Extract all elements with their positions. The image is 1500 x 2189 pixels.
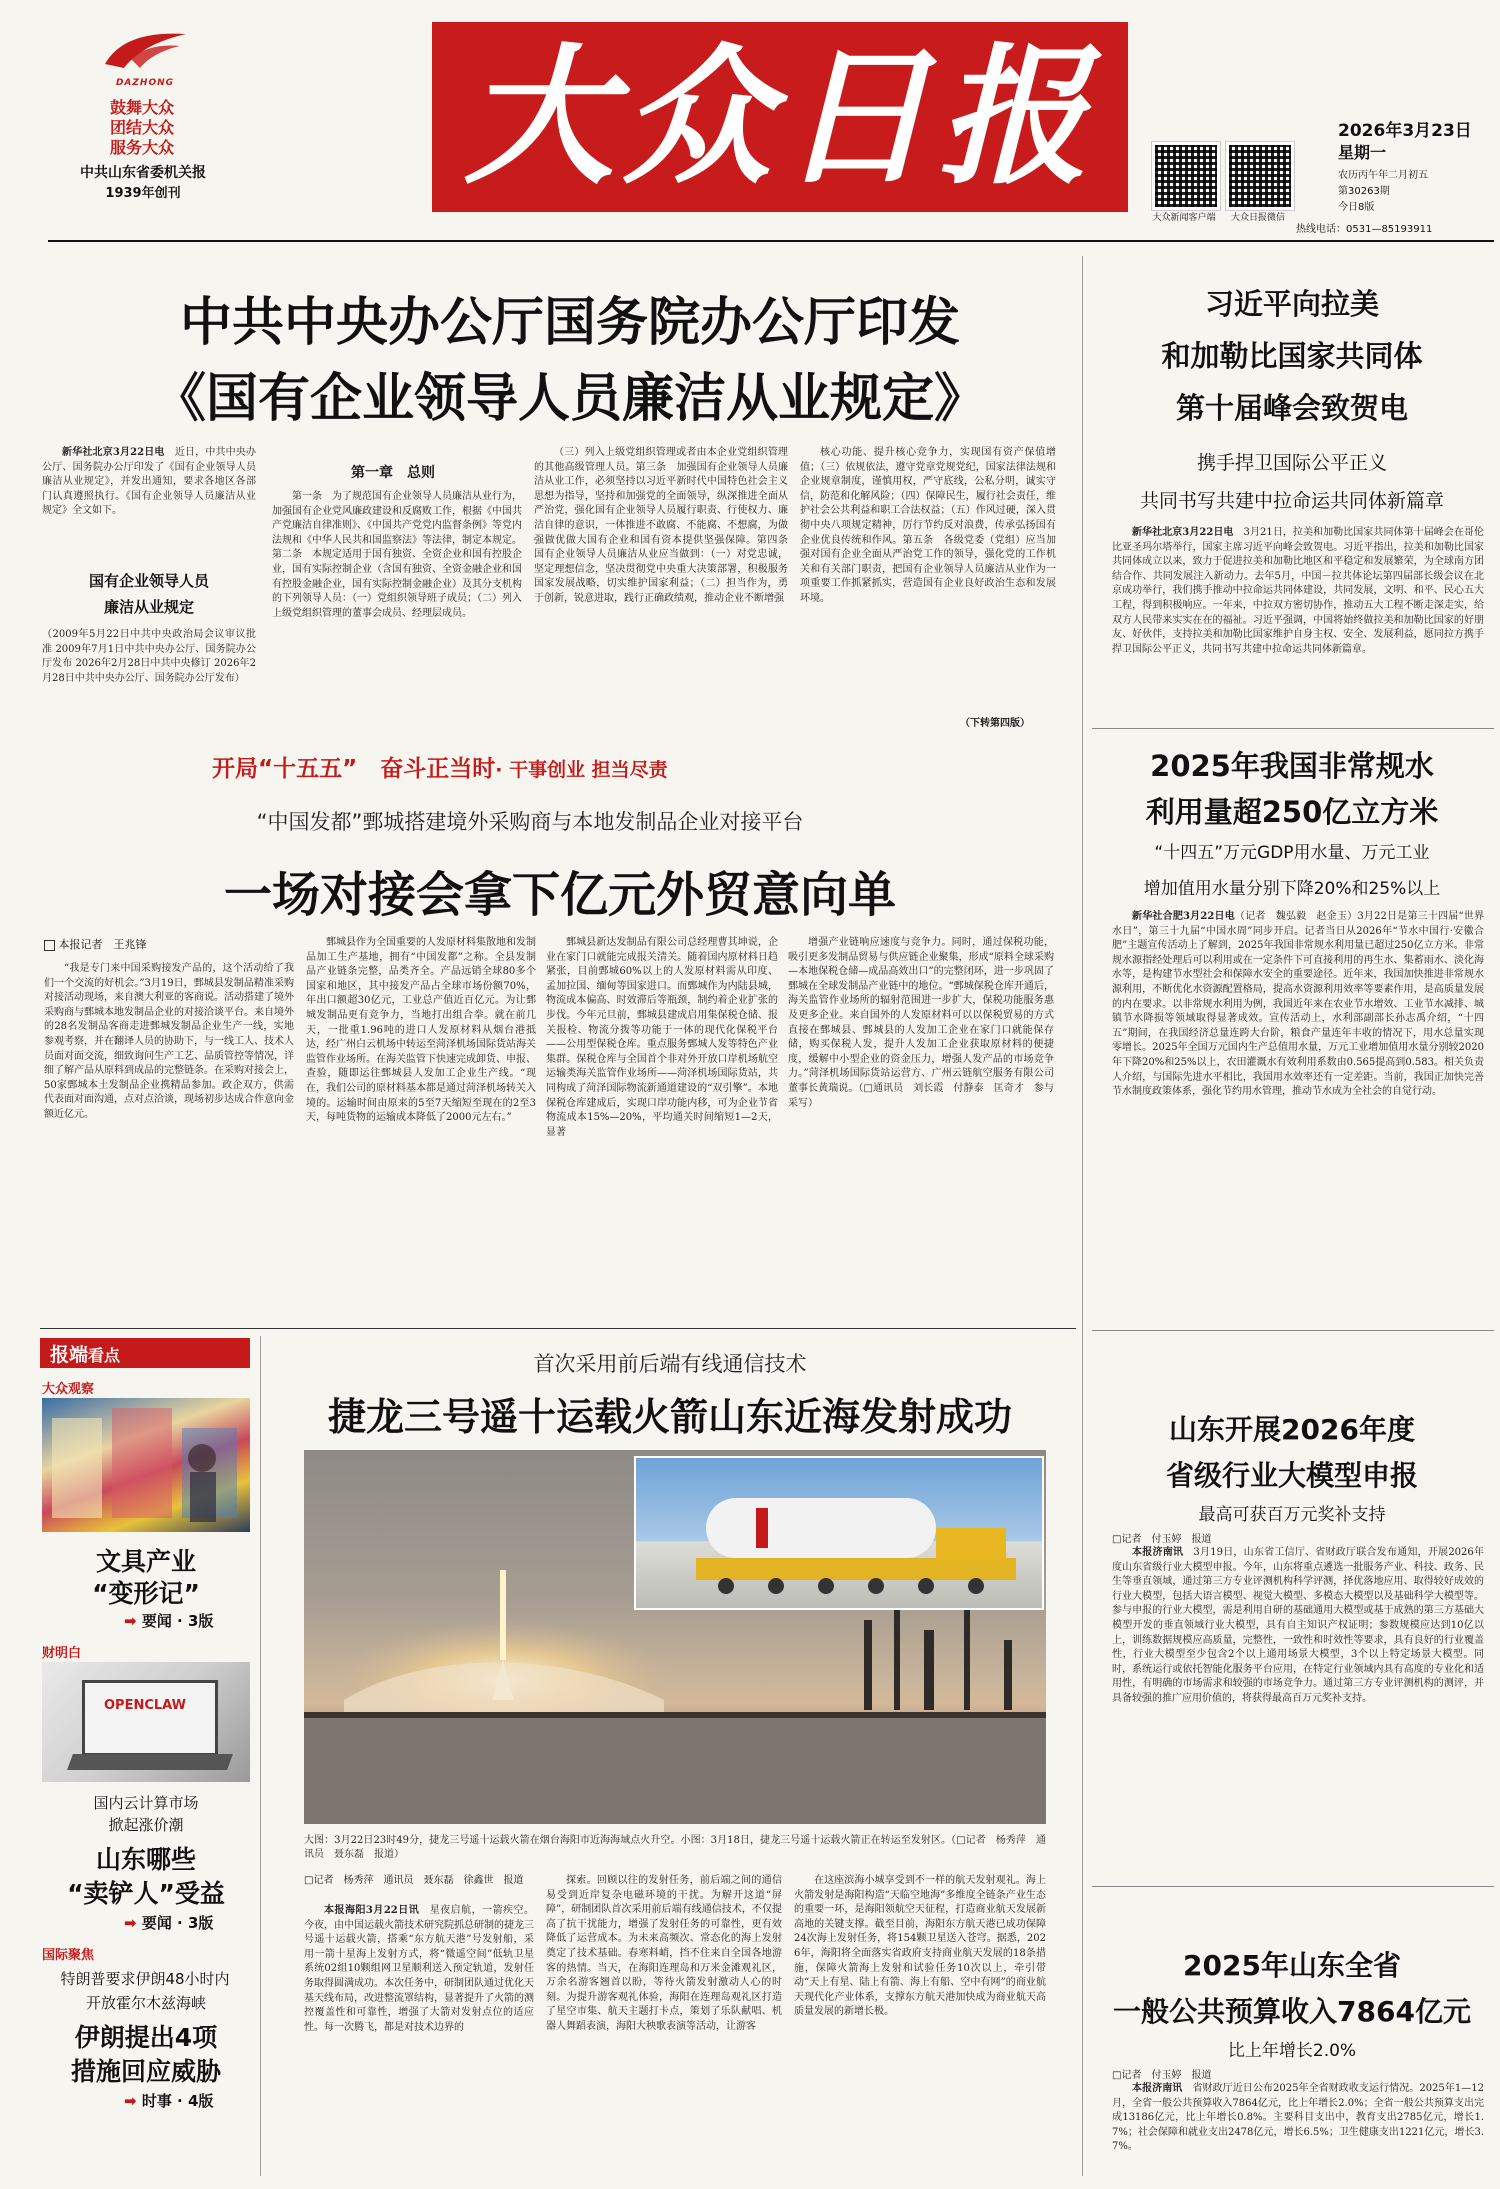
lead-col-3: （三）列入上级党组织管理或者由本企业党组织管理的其他高级管理人员。第三条 加强国有企业领导人员廉洁从业工作，必须坚持以习近平新时代中国特色社会主义思想为指导，坚持和加强党的全面领导，纵深推进全面从严治党，强化国有企业领导人员履行职责、行使权力、廉洁自律的意识，一体推进不敢腐、不能腐、不想腐，为做强做优做大国有企业和国有资本提供坚强保障。第四条 国有企业领导人员廉洁从业应当做到：（一）对党忠诚，坚定理想信念，坚决贯彻党中央重大决策部署，积极服务国家发展战略，切实维护国家利益；（二）担当作为，勇于创新，锐意进取，践行正确政绩观，推动企业不断增强	[534, 447, 798, 604]
rocket-dateline: 本报海阳3月22日讯	[324, 1905, 420, 1916]
ai-subtitle: 最高可获百万元奖补支持	[1198, 1505, 1386, 1525]
right-column-divider	[1082, 256, 1083, 2176]
side-sub-2b: 掀起涨价潮	[108, 1816, 184, 1834]
side-title-2a: 山东哪些	[95, 1845, 196, 1874]
lead-sub-note: （2009年5月22日中共中央政治局会议审议批准 2009年7月1日中共中央办公厅、国务院办公厅发布 2026年2月28日中共中央修订 2026年2月28日中共中央办公厅、国务院办公厅发布）	[42, 629, 256, 684]
qr-label-wechat: 大众日报微信	[1230, 213, 1285, 223]
slogan-bar	[212, 750, 912, 783]
side-link-2[interactable]	[124, 1912, 213, 1933]
slogan-1: 鼓舞大众	[110, 98, 175, 117]
side-title-3a: 伊朗提出4项	[74, 2023, 218, 2052]
page-count: 今日8版	[1338, 202, 1375, 213]
arrow-right-icon: ➡	[124, 2092, 137, 2110]
trade-col-1: “我是专门来中国采购接发产品的，这个活动给了我们一个交流的好机会。”3月19日，鄄城县发制品精准采购对接活动现场，来自澳大利亚的客商说。活动搭建了境外采购商与鄄城本地发制品企业的对接洽谈平台。来自境外的28名发制品客商走进鄄城发制品企业生产一线，实地参观考察，并在翻译人员的协助下，与一线工人、技术人员面对面交流，细致询问生产工艺、品质管控等情况，详细了解产品从原料到成品的完整链条。在采购对接会上，50家鄄城本土发制品企业携精品参加。政企双方，供需代表面对面沟通，点对点洽谈，现场初步达成合作意向金额近亿元。	[44, 963, 294, 1120]
water-subtitle-1: “十四五”万元GDP用水量、万元工业	[1154, 843, 1430, 863]
budget-dateline: 本报济南讯	[1132, 2083, 1183, 2094]
side-title-2b: “卖铲人”受益	[67, 1879, 225, 1908]
section-divider	[40, 1328, 1076, 1329]
side-title-3b: 措施回应威胁	[70, 2057, 221, 2086]
xi-body	[1112, 526, 1484, 718]
sidebar-divider	[260, 1336, 261, 2176]
rocket-kicker: 首次采用前后端有线通信技术	[533, 1352, 807, 1376]
slogan-3: 服务大众	[110, 138, 175, 157]
side-brand-text	[50, 1340, 120, 1367]
side-sub-3a: 特朗普要求伊朗48小时内	[60, 1970, 230, 1988]
laptop-photo[interactable]	[42, 1662, 250, 1782]
rocket-title: 捷龙三号遥十运载火箭山东近海发射成功	[327, 1395, 1012, 1439]
ai-title-2: 省级行业大模型申报	[1165, 1459, 1418, 1492]
trade-kicker: “中国发都”鄄城搭建境外采购商与本地发制品企业对接平台	[256, 810, 804, 834]
ai-dateline: 本报济南讯	[1132, 1547, 1184, 1558]
side-sub-2a: 国内云计算市场	[93, 1794, 199, 1812]
hotline: 热线电话：0531—85193911	[1296, 224, 1433, 235]
paper-title: 大众日报	[463, 29, 1096, 205]
lead-sub-title-1: 国有企业领导人员	[88, 572, 209, 590]
budget-byline: □记者 付玉婷 报道	[1112, 2070, 1212, 2081]
budget-body	[1112, 2082, 1484, 2178]
budget-title-1: 2025年山东全省	[1183, 1949, 1401, 1982]
xi-title-3: 第十届峰会致贺电	[1175, 391, 1408, 425]
side-link-1-text: 要闻 · 3版	[141, 1612, 214, 1630]
xi-subtitle-2: 共同书写共建中拉命运共同体新篇章	[1139, 490, 1444, 512]
water-title-2: 利用量超250亿立方米	[1145, 795, 1439, 829]
rocket-col-3: 在这座滨海小城享受到不一样的航天发射观礼。海上火箭发射是海阳构造“天临空地海”多维度全链条产业生态的重要一环，是海阳领航空天征程，打造商业航天发展新高地的关键支撑。截至目前，海阳东方航天港已成功保障24次海上发射任务，将154颗卫星送入苍穹。据悉，2026年，海阳将全面落实省政府支持商业航天发展的18条措施，保障火箭海上发射和试验任务10次以上，牵引带动“天上有星、陆上有箭、海上有船、空中有网”的商业航天现代化产业体系，支撑东方航天港加快成为商业航天高质量发展的新增长极。	[794, 1875, 1046, 2018]
ai-body	[1112, 1546, 1484, 1876]
trade-col-4: 增强产业链响应速度与竞争力。同时，通过保税功能，吸引更多发制品贸易与供应链企业聚集，形成“原料全球采购—本地保税仓储—成品高效出口”的完整闭环，进一步巩固了鄄城在全球发制品产业链中的地位。“鄄城保税仓库开通后，海关监管作业场所的辐射范围进一步扩大，保税功能服务惠及更多企业。来自国外的人发原材料可以以保税贸易的方式直接在鄄城县、鄄城县的人发加工企业在家门口就能保存储，购买保税人发，提升人发加工企业获取原材料的便捷度，缓解中小型企业的资金压力，增强人发产品的市场竞争力。”菏泽机场国际货站运营方、广州云链航空服务有限公司董事长黄瑞说。（□通讯员 刘长霞 付静泰 匡奇才 参与采写）	[788, 937, 1054, 1109]
lead-intro-head: 新华社北京3月22日电	[62, 447, 165, 458]
water-body-text: （记者 魏弘毅 赵金玉）3月22日是第三十四届“世界水日”，第三十九届“中国水周”同步开启。记者当日从2026年“节水中国行·安徽合肥”主题宣传活动上了解到，2025年我国非常规水利用量已超过250亿立方米。非常规水源指经处理后可以利用或在一定条件下可直接利用的再生水、集蓄雨水、淡化海水等，是构建节水型社会和保障水安全的重要途径。近年来，我国加快推进非常规水源利用，不断优化水资源配置格局，提高水资源利用效率等要素作用，是高质量发展的内在要求。以非常规水利用为例，我国近年来在农业节水增效、工业节水减排、城镇节水降损等领域取得显著成效。宣传活动上，水利部副部长孙志禹介绍，“十四五”期间，在我国经济总量连跨大台阶，粮食产量连年丰收的情况下，用水总量实现零增长。2025年全国万元国内生产总值用水量，万元工业增加值用水量分别较2020年下降20%和25%以上，农田灌溉水有效利用系数由0.565提高到0.583。相关负责人介绍，与国际先进水平相比，我国用水效率还有一定差距。当前，我国正加快完善节水制度政策体系，强化节约用水管理，推动节水成为全社会的自觉行动。	[1112, 911, 1485, 1098]
right-divider-1	[1092, 728, 1494, 729]
side-title-1b: “变形记”	[92, 1579, 200, 1608]
laptop-keyboard	[67, 1754, 233, 1770]
xi-dateline: 新华社北京3月22日电	[1132, 527, 1234, 538]
rocket-col-2: 探索。回顾以往的发射任务，前后端之间的通信易受到近岸复杂电磁环境的干扰。为解开这道“屏障”，研制团队首次采用前后端有线通信技术，不仅提高了抗干扰能力，增强了发射任务的可靠性，更有效降低了运营成本。为未来高频次、常态化的海上发射奠定了技术基础。春寒料峭，挡不住来自全国各地游客的热情。当天，在海阳连理岛和万米金滩观礼区，万余名游客翘首以盼，等待火箭发射激动人心的时刻。为提升游客观礼体验，海阳在连理岛观礼区打造了星空市集、航天主题打卡点，策划了乐队献唱、机器人舞蹈表演，海阳大秧歌表演等活动，让游客	[546, 1875, 782, 2032]
side-title-1a: 文具产业	[95, 1547, 196, 1576]
rocket-col-1	[304, 1904, 534, 2144]
side-link-3-text: 时事 · 4版	[141, 2092, 214, 2110]
lead-chapter: 第一章 总则	[351, 465, 435, 481]
right-divider-3	[1092, 1886, 1494, 1887]
lead-intro: 近日，中共中央办公厅、国务院办公厅印发了《国有企业领导人员廉洁从业规定》，并发出通知，要求各地区各部门认真遵照执行。《国有企业领导人员廉洁从业规定》全文如下。	[42, 447, 257, 517]
side-tag-3: 国际聚焦	[42, 1948, 95, 1963]
lead-sub-title-2: 廉洁从业规定	[103, 598, 194, 616]
lead-col-2: 第一条 为了规范国有企业领导人员廉洁从业行为，加强国有企业党风廉政建设和反腐败工作，根据《中国共产党廉洁自律准则》、《中国共产党党内监督条例》等党内法规和《中华人民共和国监察法》等法律，制定本规定。第二条 本规定适用于国有独资、全资企业和国有控股企业，国有实际控制企业（含国有独资、全资金融企业和国有控股金融企业，国有实际控制金融企业）及其分支机构的下列领导人员：（一）党组织领导班子成员；（二）列入上级党组织管理的董事会成员、经理层成员。	[272, 491, 522, 619]
ai-title-1: 山东开展2026年度	[1169, 1413, 1415, 1446]
water-title-1: 2025年我国非常规水	[1150, 749, 1434, 783]
water-body	[1112, 910, 1484, 1320]
side-tag-1: 大众观察	[42, 1382, 95, 1397]
ai-byline: □记者 付玉婷 报道	[1112, 1534, 1212, 1545]
water-subtitle-2: 增加值用水量分别下降20%和25%以上	[1143, 879, 1441, 899]
lead-col-4: 核心功能、提升核心竞争力，实现国有资产保值增值；（三）依规依法，遵守党章党规党纪，国家法律法规和企业规章制度，谨慎用权，严守底线，公私分明，诚实守信，防范和化解风险；（四）保障民生，履行社会责任，维护社会公共利益和职工合法权益；（五）作风过硬，深入贯彻中央八项规定精神，厉行节约反对浪费，传承弘扬国有企业优良传统和作风。第五条 各级党委（党组）应当加强对国有企业全面从严治党工作的领导，强化党的工作机关和有关部门职责，把国有企业领导人员廉洁从业作为一项重要工作抓紧抓实，营造国有企业良好政治生态和发展环境。	[800, 447, 1056, 604]
water-dateline: 新华社合肥3月22日电	[1132, 911, 1235, 922]
organ-label: 中共山东省委机关报	[80, 165, 206, 181]
side-link-1[interactable]	[124, 1610, 213, 1631]
launch-photo[interactable]	[304, 1450, 1046, 1824]
xi-title-2: 和加勒比国家共同体	[1161, 339, 1423, 373]
stationery-photo[interactable]	[42, 1398, 250, 1532]
qr-code-wechat[interactable]	[1226, 142, 1294, 210]
weekday: 星期一	[1338, 143, 1387, 162]
side-link-3[interactable]	[124, 2090, 213, 2111]
arrow-right-icon: ➡	[124, 1612, 137, 1630]
laptop-screen	[82, 1680, 218, 1756]
masthead-rule	[48, 240, 1494, 242]
budget-title-2: 一般公共预算收入7864亿元	[1113, 1995, 1471, 2028]
rocket-caption: 大图：3月22日23时49分，捷龙三号遥十运载火箭在烟台海阳市近海海域点火升空。小图：3月18日，捷龙三号遥十运载火箭正在转运至发射区。（□记者 杨秀萍 通讯员 聂东磊 报道）	[304, 1835, 1046, 1860]
rocket-byline: □记者 杨秀萍 通讯员 聂东磊 徐鑫世 报道	[304, 1875, 524, 1886]
slogan-bar-text-2: · 干事创业 担当尽责	[495, 759, 668, 781]
masthead	[0, 0, 1500, 240]
qr-code-app[interactable]	[1152, 142, 1220, 210]
budget-body-text: 省财政厅近日公布2025年全省财政收支运行情况。2025年1—12月，全省一般公共预算收入7864亿元，比上年增长2.0%；全省一般公共预算支出完成13186亿元，比上年增长0.8%。主要科目支出中，教育支出2785亿元，增长1.7%；社会保障和就业支出2478亿元，增长6.5%；卫生健康支出1221亿元，增长3.7%。	[1112, 2083, 1485, 2153]
lunar-date: 农历丙午年二月初五	[1338, 170, 1428, 181]
rocket-transport-inset[interactable]	[634, 1456, 1044, 1610]
laptop-screen-text: OPENCLAW	[104, 1698, 186, 1713]
lead-title-line2: 《国有企业领导人员廉洁从业规定》	[153, 369, 986, 429]
trade-byline	[44, 936, 284, 952]
founded-label: 1939年创刊	[105, 186, 181, 201]
trade-col-3: 鄄城县新达发制品有限公司总经理曹其坤说，企业在家门口就能完成报关清关。随着国内原材料日趋紧张，目前鄄城60%以上的人发原材料需从印度、孟加拉国、缅甸等国家进口。而鄄城作为内陆县城，物流成本偏高、时效滞后等瓶颈，制约着企业扩张的步伐。今年元旦前，鄄城县建成启用集保税仓储、报关报检、物流分拨等功能于一体的现代化保税平台——公用型保税仓库。重点服务鄄城人发等特色产业集群。保税仓库与全国首个非对外开放口岸机场航空运输类海关监管作业场所——菏泽机场国际货站，共同构成了菏泽国际物流新通道建设的“双引擎”。本地保税仓库建成后，实现口岸功能内移，可为企业节省物流成本15%—20%，平均通关时间缩短1—2天，显著	[546, 937, 778, 1138]
date: 2026年3月23日	[1338, 121, 1472, 141]
xi-title-1: 习近平向拉美	[1204, 287, 1379, 321]
lead-col-1	[42, 446, 256, 546]
arrow-right-icon: ➡	[124, 1914, 137, 1932]
lead-title-line1: 中共中央办公厅国务院办公厅印发	[179, 293, 960, 353]
side-sub-3b: 开放霍尔木兹海峡	[85, 1994, 206, 2012]
qr-label-app: 大众新闻客户端	[1152, 213, 1216, 223]
trade-col-2: 鄄城县作为全国重要的人发原材料集散地和发制品加工生产基地，拥有“中国发都”之称。全县发制品产业链条完整，品类齐全。产品远销全球80多个国家和地区，其中接发产品占全球市场份额70%，年出口额超30亿元，工业总产值近百亿元。为让鄄城发制品更有竞争力，当地打出组合拳。就在前几天，一批重1.96吨的进口人发原材料从烟台港抵达，经广州白云机场中转运至菏泽机场国际货站海关监管作业场所。在海关监管下快速完成卸货、申报、查验，随即运往鄄城县人发加工企业生产线。“现在，我们公司的原材料基本都是通过菏泽机场转关入境的。运输时间由原来的5至7天缩短至现在的2至3天，每吨货物的运输成本降低了2000元左右。”	[306, 937, 536, 1124]
xi-body-text: 3月21日，拉美和加勒比国家共同体第十届峰会在哥伦比亚圣玛尔塔举行，国家主席习近平向峰会致贺电。习近平指出，拉美和加勒比国家共同体成立以来，致力于促进拉美和加勒比地区和平稳定和发展繁荣，为全球南方团结合作、共同发展注入新动力。去年5月，中国－拉共体论坛第四届部长级会议在北京成功举行，我们携手推动中拉命运共同体建设，共同发展，文明、和平、民心五大工程，得到积极响应。一年来，中拉双方密切协作，推动五大工程不断走深走实，给双方人民带来实实在在的福祉。习近平强调，中国将始终做拉美和加勒比国家的好朋友、好伙伴，支持拉美和加勒比国家维护自身主权、安全、发展利益，愿同拉方携手捍卫国际公平正义，共同书写共建中拉命运共同体新篇章。	[1112, 527, 1485, 655]
slogans	[110, 98, 210, 158]
rocket-on-transporter-icon	[636, 1458, 1042, 1608]
side-link-2-text: 要闻 · 3版	[141, 1914, 214, 1932]
logo-text: DAZHONG	[115, 78, 175, 88]
slogan-2: 团结大众	[110, 118, 175, 137]
rocket-col-1-text: 星夜启航，一箭疾空。今夜，由中国运载火箭技术研究院抓总研制的捷龙三号遥十运载火箭，搭乘“东方航天港”号发射船，采用一箭十星海上发射方式，将“微遥空间”低轨卫星系统02组10颗组网卫星顺利送入预定轨道，发射任务取得圆满成功。本次任务中，研制团队通过优化天基天线布局，改进整流罩结构，显著提升了火箭的测控覆盖性和可靠性，增强了大箭对发射点位的适应性。每一次腾飞，都是对技术边界的	[304, 1905, 535, 2033]
side-brand-suffix: 看点	[88, 1346, 121, 1365]
xi-subtitle-1: 携手捍卫国际公平正义	[1196, 452, 1387, 474]
side-tag-2: 财明白	[42, 1646, 82, 1661]
issue-number: 第30263期	[1338, 186, 1390, 197]
lead-continued: （下转第四版）	[960, 718, 1030, 729]
slogan-bar-text-1: 开局“十五五” 奋斗正当时	[212, 756, 496, 782]
ai-body-text: 3月19日，山东省工信厅、省财政厅联合发布通知，开展2026年度山东省级行业大模型申报。今年，山东将重点遴选一批服务产业、科技、政务、民生等垂直领域，通过第三方专业评测机构科学评测，择优落地应用、取得较好成效的行业大模型，包括大语言模型、视觉大模型、多模态大模型以及基础科学大模型等。参与申报的行业大模型，需是利用自研的基础通用大模型或基于成熟的第三方基础大模型开发的垂直领域行业大模型，具有自主知识产权证明；参数规模应达到10亿以上，训练数据规模应高质量，完整性，一致性和时效性等要求，具有良好的行业覆盖性，行业大模型至少包含2个以上通用场景大模型，3个以上特定场景大模型。同时，系统运行或依托智能化服务平台应用，在特定行业领域内具有高度的专业化和适用性，有明确的市场需求和较强的市场竞争力。通过第三方专业评测机构的测评，并具备较强的推广应用价值的，将获得最高百万元奖补支持。	[1112, 1547, 1484, 1704]
bird-logo-icon	[100, 28, 190, 74]
dazhong-logo	[100, 28, 190, 88]
trade-byline-text: 本报记者 王兆锋	[58, 938, 147, 951]
trade-title: 一场对接会拿下亿元外贸意向单	[223, 867, 896, 923]
byline-box-icon	[44, 940, 55, 951]
side-brand-name: 报端	[50, 1344, 89, 1366]
budget-subtitle: 比上年增长2.0%	[1227, 2041, 1357, 2061]
stationery-shelf-icon	[42, 1398, 250, 1532]
right-divider-2	[1092, 1330, 1494, 1331]
